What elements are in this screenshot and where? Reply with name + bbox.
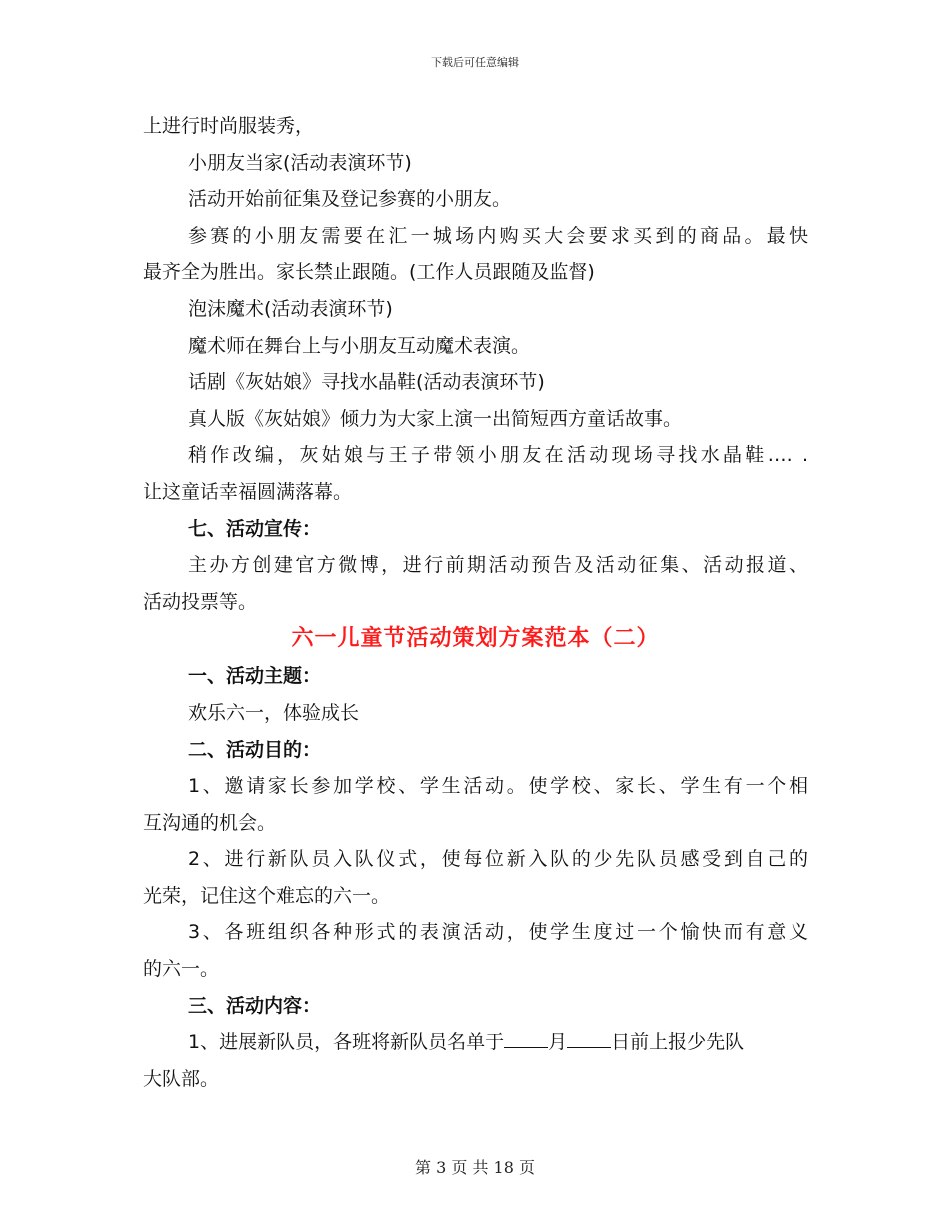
text-line: 互沟通的机会。 [143,811,277,834]
text-line: 大队部。 [143,1067,220,1090]
section-heading: 二、活动目的： [188,738,322,761]
text-line: 最齐全为胜出。家长禁止跟随。(工作人员跟随及监督) [143,261,595,284]
text-line: 3、各班组织各种形式的表演活动，使学生度过一个愉快而有意义 [188,921,808,944]
text-line: 真人版《灰姑娘》倾力为大家上演一出简短西方童话故事。 [188,407,683,430]
text-line: 活动投票等。 [143,590,258,613]
text-line: 欢乐六一，体验成长 [188,701,360,724]
text-fragment: 1、进展新队员，各班将新队员名单于 [188,1031,505,1054]
text-line: 1、邀请家长参加学校、学生活动。使学校、家长、学生有一个相 [188,775,808,798]
section-heading: 一、活动主题： [188,665,322,688]
text-line: 魔术师在舞台上与小朋友互动魔术表演。 [188,334,531,357]
text-fragment: 月 [548,1031,568,1054]
text-line: 2、进行新队员入队仪式，使每位新入队的少先队员感受到自己的 [188,848,808,871]
text-line: 活动开始前征集及登记参赛的小朋友。 [188,188,512,211]
section-heading: 三、活动内容： [188,994,322,1017]
text-line: 主办方创建官方微博，进行前期活动预告及活动征集、活动报道、 [188,554,808,577]
text-line: 让这童话幸福圆满落幕。 [143,480,353,503]
section-heading: 七、活动宣传： [188,517,322,540]
page-header: 下载后可任意编辑 [431,56,519,69]
page-footer: 第 3 页 共 18 页 [415,1158,535,1177]
text-line: 的六一。 [143,958,220,981]
fill-in-blank [567,1028,611,1048]
document-body [143,108,808,1097]
text-line: 光荣，记住这个难忘的六一。 [143,884,391,907]
text-line: 稍作改编，灰姑娘与王子带领小朋友在活动现场寻找水晶鞋…. . [188,444,808,467]
text-line-with-blanks [143,1024,808,1061]
document-title: 六一儿童节活动策划方案范本（二） [291,626,660,652]
text-line: 参赛的小朋友需要在汇一城场内购买大会要求买到的商品。最快 [188,224,808,247]
text-line: 话剧《灰姑娘》寻找水晶鞋(活动表演环节) [188,371,545,394]
text-line: 泡沫魔术(活动表演环节) [188,297,393,320]
text-line: 上进行时尚服装秀， [143,115,315,137]
text-fragment: 日前上报少先队 [611,1031,745,1054]
text-line: 小朋友当家(活动表演环节) [188,151,412,174]
fill-in-blank [504,1028,548,1048]
